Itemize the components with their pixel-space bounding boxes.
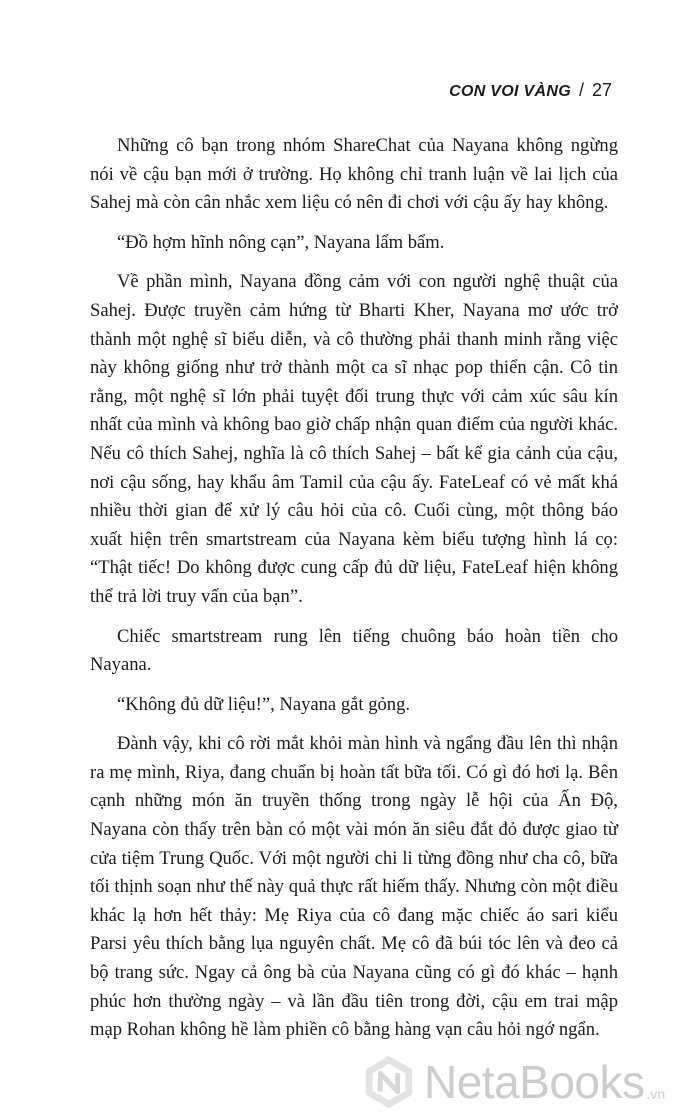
book-title: CON VOI VÀNG bbox=[449, 83, 571, 100]
netabooks-logo-icon bbox=[360, 1053, 418, 1111]
watermark bbox=[360, 1052, 665, 1112]
body-text bbox=[90, 132, 618, 1056]
header-separator: / bbox=[578, 80, 584, 100]
running-header bbox=[449, 80, 612, 101]
watermark-text: NetaBooks bbox=[424, 1056, 645, 1108]
paragraph: “Không đủ dữ liệu!”, Nayana gắt gỏng. bbox=[117, 693, 411, 715]
watermark-suffix: .vn bbox=[646, 1086, 666, 1102]
paragraph: Đành vậy, khi cô rời mắt khỏi màn hình và ngẩng đầu lên thì nhận ra mẹ mình, Riya, đang chuẩn bị hoàn tất bữa tối. Có gì đó hơi lạ. Bên cạnh những món ăn truyền thống trong ngày lễ hội của Ấn Độ, Nayana còn thấy trên bàn có một vài món ăn siêu đắt đỏ được giao từ cửa tiệm Trung Quốc. Với một người chi li từng đồng như cha cô, bữa tối thịnh soạn như thế này quả thực rất hiếm thấy. Nhưng còn một điều khác lạ hơn hết thảy: Mẹ Riya của cô đang mặc chiếc áo sari kiểu Parsi yêu thích bằng lụa nguyên chất. Mẹ cô đã búi tóc lên và đeo cả bộ trang sức. Ngay cả ông bà của Nayana cũng có gì đó khác – hạnh phúc hơn thường ngày – và lần đầu tiên trong đời, cậu em trai mập mạp Rohan không hề làm phiền cô bằng hàng vạn câu hỏi ngớ ngẩn. bbox=[90, 733, 618, 1041]
paragraph: Những cô bạn trong nhóm ShareChat của Nayana không ngừng nói về cậu bạn mới ở trường. Họ không chỉ tranh luận về lai lịch của Sahej mà còn cân nhắc xem liệu có nên đi chơi với cậu ấy hay không. bbox=[90, 135, 618, 214]
paragraph: Về phần mình, Nayana đồng cảm với con người nghệ thuật của Sahej. Được truyền cảm hứng từ Bharti Kher, Nayana mơ ước trở thành một nghệ sĩ biểu diễn, và cô thường phải thanh minh rằng việc này không giống như trở thành một ca sĩ nhạc pop thiển cận. Cô tin rằng, một nghệ sĩ lớn phải tuyệt đối trung thực với cảm xúc sâu kín nhất của mình và không bao giờ chấp nhận quan điểm của người khác. Nếu cô thích Sahej, nghĩa là cô thích Sahej – bất kể gia cảnh của cậu, nơi cậu sống, hay khẩu âm Tamil của cậu ấy. FateLeaf có vẻ mất khá nhiều thời gian để xử lý câu hỏi của cô. Cuối cùng, một thông báo xuất hiện trên smartstream của Nayana kèm biểu tượng hình lá cọ: “Thật tiếc! Do không được cung cấp đủ dữ liệu, FateLeaf hiện không thể trả lời truy vấn của bạn”. bbox=[90, 271, 618, 607]
page-number: 27 bbox=[591, 80, 612, 100]
paragraph: Chiếc smartstream rung lên tiếng chuông báo hoàn tiền cho Nayana. bbox=[90, 625, 618, 676]
paragraph: “Đồ hợm hĩnh nông cạn”, Nayana lẩm bẩm. bbox=[117, 231, 445, 253]
